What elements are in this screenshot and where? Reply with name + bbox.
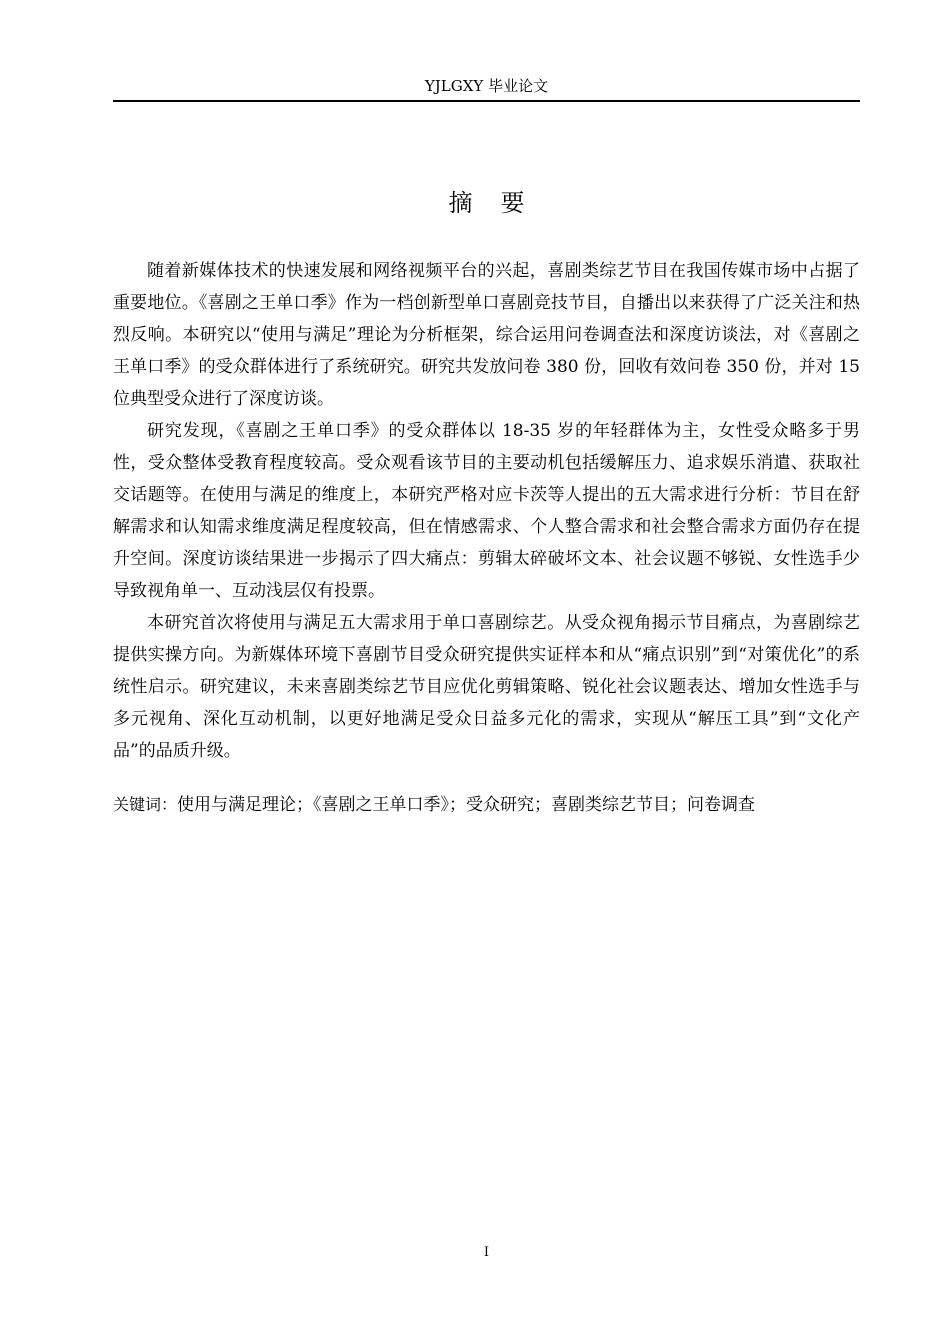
keywords-block	[113, 789, 860, 821]
abstract-paragraph-2: 研究发现，《喜剧之王单口季》的受众群体以 18-35 岁的年轻群体为主，女性受众略多于男性，受众整体受教育程度较高。受众观看该节目的主要动机包括缓解压力、追求娱乐消遣、获取社交话题等。在使用与满足的维度上，本研究严格对应卡茨等人提出的五大需求进行分析：节目在舒解需求和认知需求维度满足程度较高，但在情感需求、个人整合需求和社会整合需求方面仍存在提升空间。深度访谈结果进一步揭示了四大痛点：剪辑太碎破坏文本、社会议题不够锐、女性选手少导致视角单一、互动浅层仅有投票。	[113, 421, 860, 601]
keywords-text: 使用与满足理论；《喜剧之王单口季》；受众研究；喜剧类综艺节目；问卷调查	[177, 795, 756, 815]
header-rule	[113, 100, 860, 102]
page-number: I	[483, 1245, 490, 1260]
abstract-title: 摘要	[448, 189, 553, 217]
abstract-paragraph-3: 本研究首次将使用与满足五大需求用于单口喜剧综艺。从受众视角揭示节目痛点，为喜剧综艺提供实操方向。为新媒体环境下喜剧节目受众研究提供实证样本和从“痛点识别”到“对策优化”的系统性启示。研究建议，未来喜剧类综艺节目应优化剪辑策略、锐化社会议题表达、增加女性选手与多元视角、深化互动机制，以更好地满足受众日益多元化的需求，实现从“解压工具”到“文化产品”的品质升级。	[113, 613, 860, 761]
abstract-paragraph-1: 随着新媒体技术的快速发展和网络视频平台的兴起，喜剧类综艺节目在我国传媒市场中占据了重要地位。《喜剧之王单口季》作为一档创新型单口喜剧竞技节目，自播出以来获得了广泛关注和热烈反响。本研究以“使用与满足”理论为分析框架，综合运用问卷调查法和深度访谈法，对《喜剧之王单口季》的受众群体进行了系统研究。研究共发放问卷 380 份，回收有效问卷 350 份，并对 15 位典型受众进行了深度访谈。	[113, 261, 860, 409]
keywords-label: 关键词：	[113, 795, 178, 814]
abstract-body	[113, 255, 860, 767]
page-header: YJLGXY 毕业论文	[424, 77, 549, 95]
